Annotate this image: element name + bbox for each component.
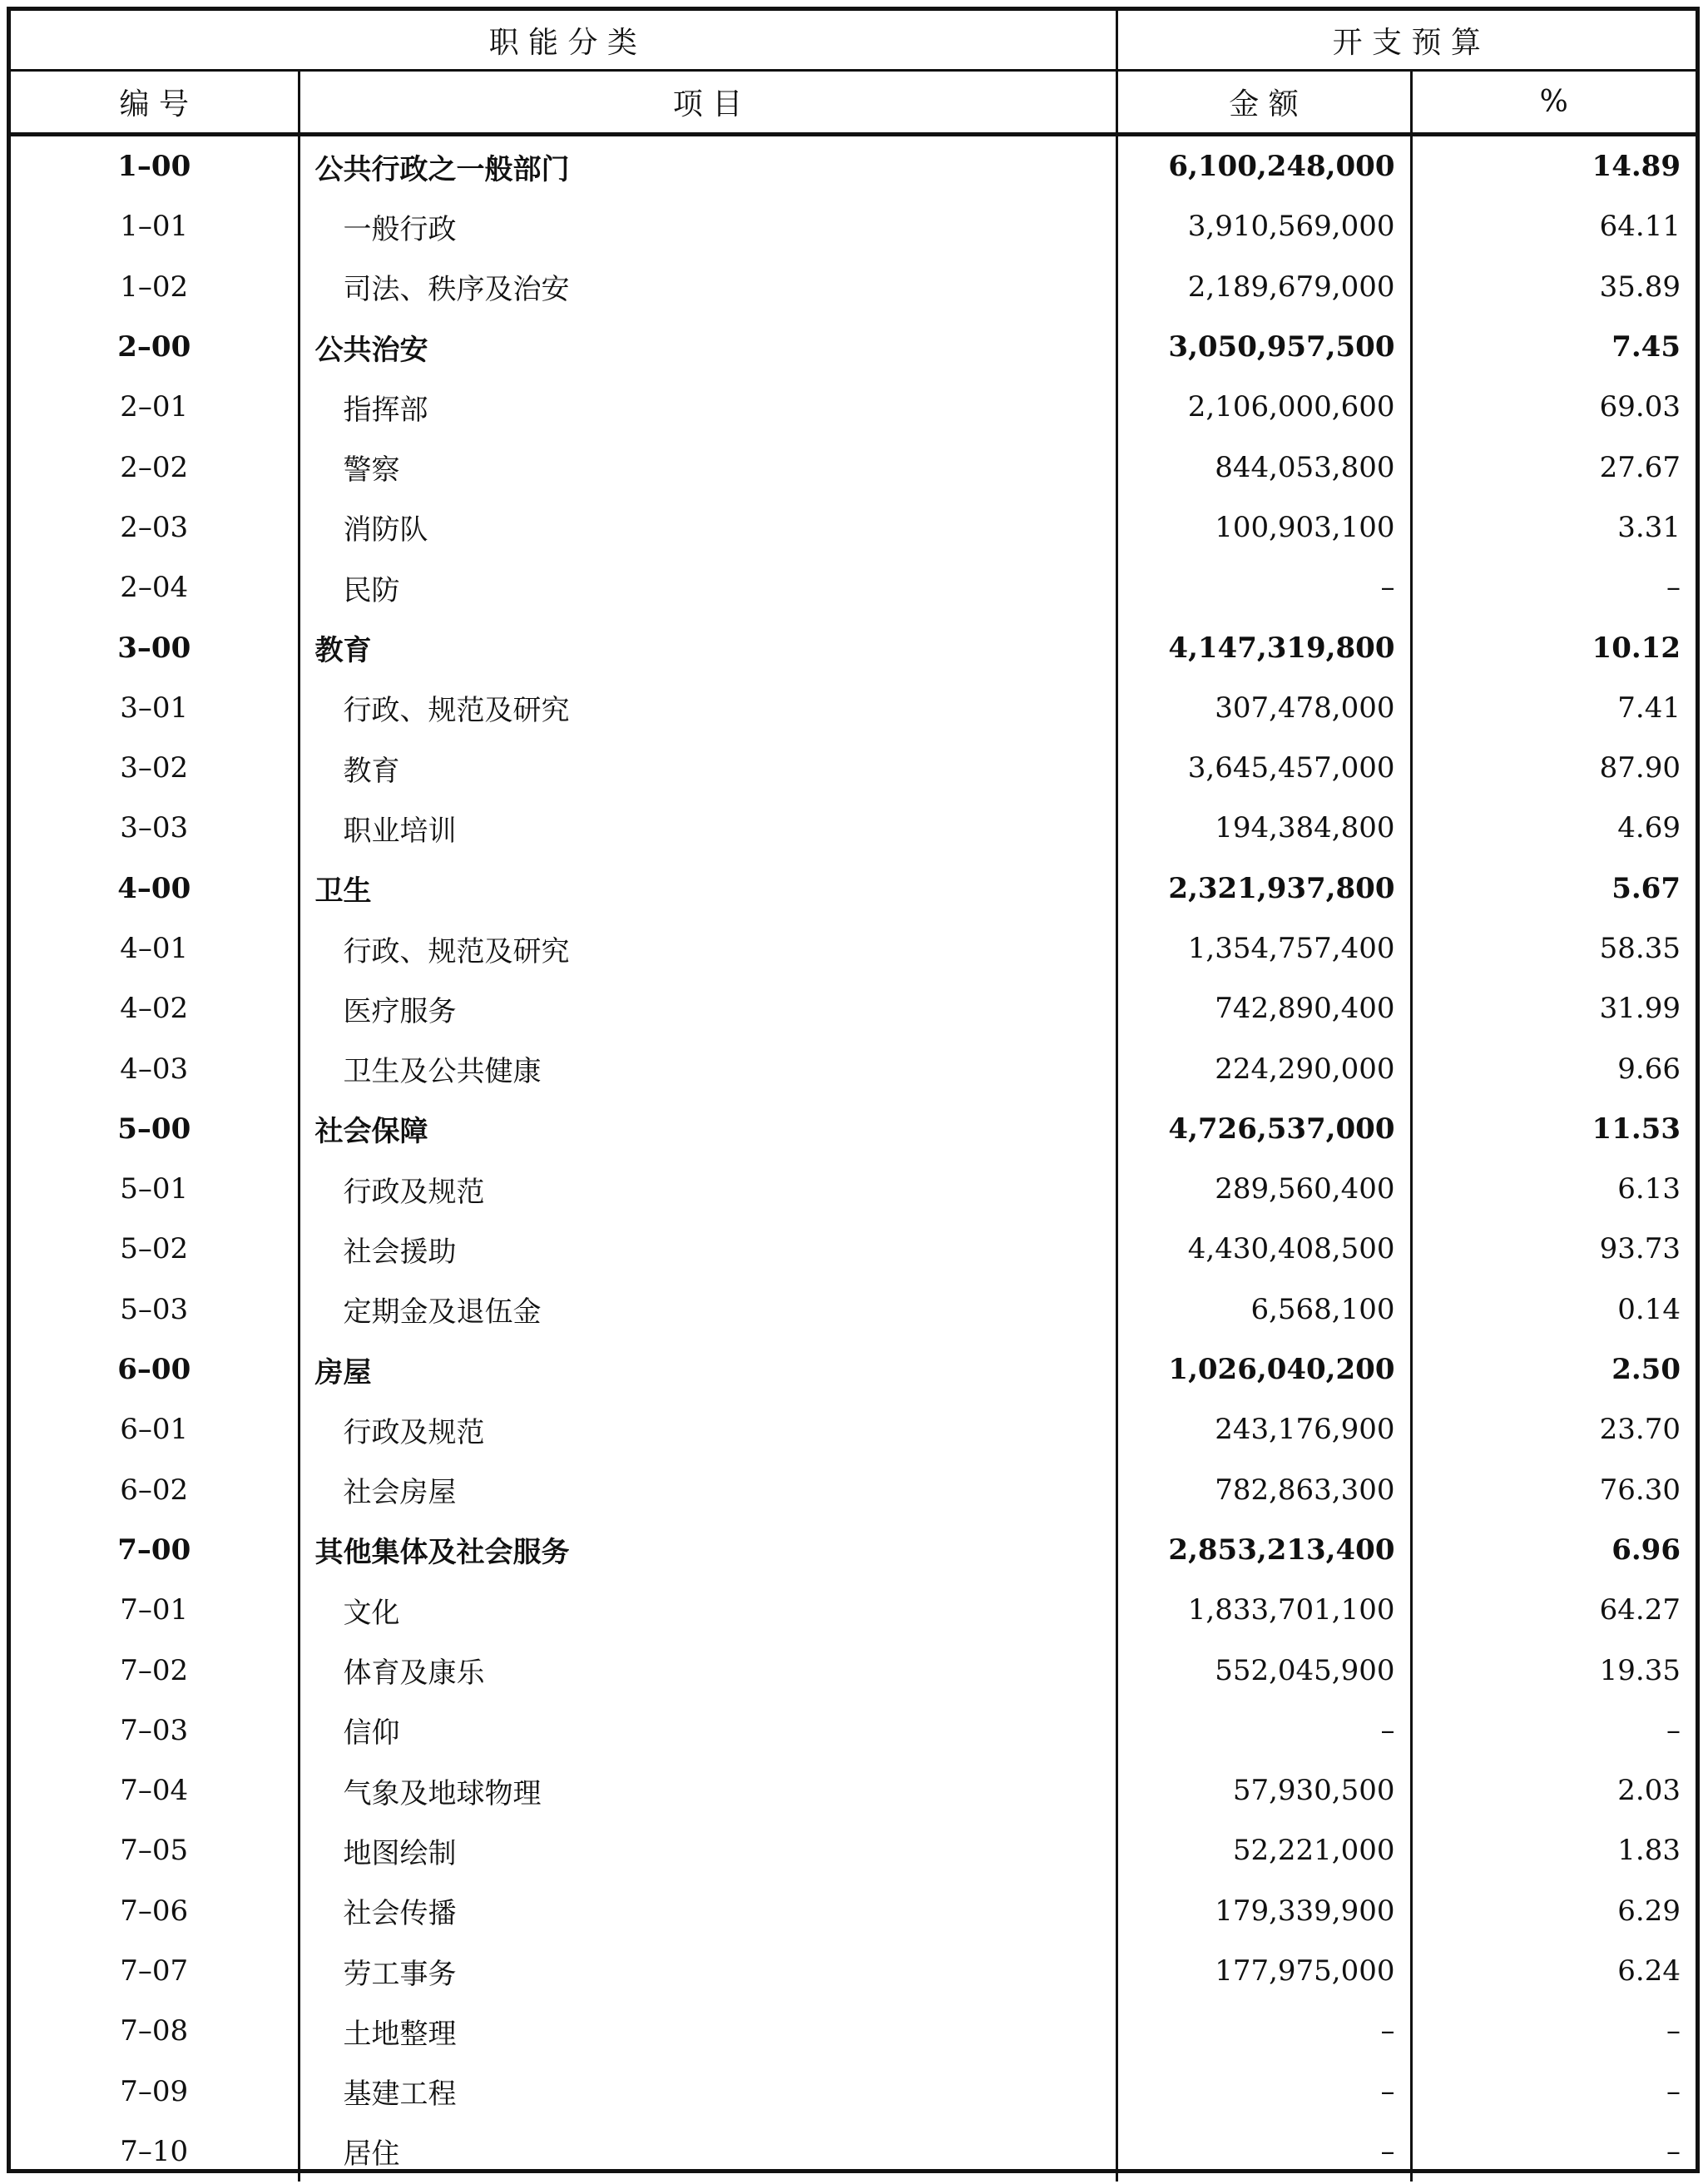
cell-percent: 93.73 [1599,1232,1681,1266]
cell-item: 司法、秩序及治安 [299,257,1116,317]
cell-item: 医疗服务 [299,978,1116,1038]
cell-amount: 3,645,457,000 [1116,738,1411,798]
table-row [11,1941,1696,2001]
cell-code: 4–01 [11,919,299,978]
table-row [11,557,1696,617]
cell-item: 地图绘制 [299,1820,1116,1880]
cell-item: 社会房屋 [299,1460,1116,1520]
cell-percent: 5.67 [1611,871,1681,905]
cell-percent: 19.35 [1599,1653,1681,1687]
cell-amount: 2,321,937,800 [1116,859,1411,919]
cell-percent: 0.14 [1617,1292,1681,1326]
cell-code: 6–01 [11,1399,299,1459]
cell-percent: 35.89 [1599,270,1681,304]
cell-code: 2–04 [11,557,299,617]
table-row [11,437,1696,497]
cell-amount: 307,478,000 [1116,678,1411,738]
table-row [11,978,1696,1038]
cell-code: 4–03 [11,1038,299,1098]
table-row [11,1580,1696,1640]
table-row [11,498,1696,557]
table-row [11,1399,1696,1459]
cell-code: 1–02 [11,257,299,317]
cell-item: 警察 [299,437,1116,497]
cell-item: 教育 [299,738,1116,798]
cell-percent: 6.96 [1611,1533,1681,1567]
cell-code: 3–00 [11,617,299,677]
table-row [11,2122,1696,2182]
cell-amount: – [1116,2001,1411,2061]
cell-item: 社会保障 [299,1099,1116,1159]
cell-percent: – [1666,2134,1681,2168]
cell-item: 公共行政之一般部门 [299,135,1116,197]
cell-item: 文化 [299,1580,1116,1640]
cell-item: 教育 [299,617,1116,677]
cell-code: 7–04 [11,1761,299,1820]
table-row [11,1640,1696,1700]
table-row [11,317,1696,377]
cell-amount: 1,026,040,200 [1116,1340,1411,1399]
cell-code: 5–01 [11,1159,299,1219]
table-row [11,2062,1696,2122]
cell-code: 6–00 [11,1340,299,1399]
cell-amount: 194,384,800 [1116,798,1411,858]
cell-percent: 3.31 [1617,510,1681,544]
cell-code: 3–03 [11,798,299,858]
cell-item: 一般行政 [299,196,1116,256]
cell-amount: 2,106,000,600 [1116,377,1411,437]
cell-code: 6–02 [11,1460,299,1520]
cell-item: 社会援助 [299,1219,1116,1279]
table-row [11,798,1696,858]
cell-percent: – [1666,571,1681,605]
cell-code: 7–10 [11,2122,299,2182]
table-row [11,257,1696,317]
cell-code: 4–00 [11,859,299,919]
table-header [11,11,1696,135]
cell-percent: 69.03 [1599,390,1681,424]
cell-item: 劳工事务 [299,1941,1116,2001]
cell-percent: 6.24 [1617,1954,1681,1988]
cell-percent: 2.03 [1617,1774,1681,1808]
cell-code: 2–03 [11,498,299,557]
cell-code: 4–02 [11,978,299,1038]
cell-amount: 3,910,569,000 [1116,196,1411,256]
cell-item: 指挥部 [299,377,1116,437]
cell-percent: 58.35 [1599,932,1681,965]
cell-item: 房屋 [299,1340,1116,1399]
table-row [11,1881,1696,1941]
cell-item: 行政、规范及研究 [299,678,1116,738]
cell-percent: 6.13 [1617,1172,1681,1206]
cell-item: 居住 [299,2122,1116,2182]
cell-amount: – [1116,1701,1411,1761]
cell-item: 行政、规范及研究 [299,919,1116,978]
cell-percent: – [1666,2014,1681,2048]
cell-code: 7–05 [11,1820,299,1880]
table-row [11,1460,1696,1520]
cell-code: 7–08 [11,2001,299,2061]
table-row [11,377,1696,437]
cell-code: 2–01 [11,377,299,437]
cell-code: 7–02 [11,1640,299,1700]
cell-percent: 9.66 [1617,1052,1681,1086]
cell-percent: 4.69 [1617,811,1681,845]
table-row [11,1761,1696,1820]
table-row [11,919,1696,978]
cell-item: 行政及规范 [299,1399,1116,1459]
cell-item: 气象及地球物理 [299,1761,1116,1820]
cell-code: 7–09 [11,2062,299,2122]
cell-amount: 4,147,319,800 [1116,617,1411,677]
cell-item: 卫生及公共健康 [299,1038,1116,1098]
cell-code: 5–03 [11,1280,299,1340]
table-row [11,1038,1696,1098]
cell-percent: 11.53 [1592,1112,1681,1146]
cell-item: 行政及规范 [299,1159,1116,1219]
table-row [11,1280,1696,1340]
table-row [11,617,1696,677]
cell-amount: – [1116,557,1411,617]
cell-amount: 3,050,957,500 [1116,317,1411,377]
cell-amount: 742,890,400 [1116,978,1411,1038]
cell-item: 公共治安 [299,317,1116,377]
cell-percent: 87.90 [1599,751,1681,785]
cell-code: 7–07 [11,1941,299,2001]
cell-code: 7–01 [11,1580,299,1640]
cell-code: 5–00 [11,1099,299,1159]
cell-item: 其他集体及社会服务 [299,1520,1116,1580]
table-body [11,135,1696,2182]
cell-amount: 2,189,679,000 [1116,257,1411,317]
cell-amount: 179,339,900 [1116,1881,1411,1941]
cell-code: 5–02 [11,1219,299,1279]
cell-percent: 27.67 [1599,450,1681,484]
cell-percent: 6.29 [1617,1894,1681,1928]
cell-item: 信仰 [299,1701,1116,1761]
cell-percent: 10.12 [1592,631,1681,665]
cell-amount: 177,975,000 [1116,1941,1411,2001]
header-item: 项 目 [299,71,1116,135]
cell-code: 2–00 [11,317,299,377]
table-row [11,1520,1696,1580]
cell-percent: 14.89 [1592,150,1681,184]
cell-item: 民防 [299,557,1116,617]
cell-code: 7–03 [11,1701,299,1761]
cell-percent: 7.45 [1611,330,1681,364]
table-row [11,1701,1696,1761]
cell-amount: 4,726,537,000 [1116,1099,1411,1159]
cell-amount: 289,560,400 [1116,1159,1411,1219]
table-row [11,678,1696,738]
cell-item: 职业培训 [299,798,1116,858]
cell-amount: 243,176,900 [1116,1399,1411,1459]
cell-percent: 2.50 [1611,1353,1681,1387]
table-row [11,1219,1696,1279]
header-code: 编 号 [11,71,299,135]
cell-amount: 224,290,000 [1116,1038,1411,1098]
cell-amount: 100,903,100 [1116,498,1411,557]
cell-percent: 64.27 [1599,1593,1681,1627]
cell-item: 定期金及退伍金 [299,1280,1116,1340]
cell-amount: 782,863,300 [1116,1460,1411,1520]
header-row-group [11,11,1696,71]
table-row [11,196,1696,256]
cell-amount: 1,833,701,100 [1116,1580,1411,1640]
cell-item: 体育及康乐 [299,1640,1116,1700]
cell-code: 1–01 [11,196,299,256]
cell-percent: 64.11 [1599,210,1681,244]
table-row [11,1820,1696,1880]
cell-code: 1–00 [11,135,299,197]
cell-percent: 76.30 [1599,1473,1681,1507]
cell-percent: – [1666,1713,1681,1747]
cell-amount: 6,568,100 [1116,1280,1411,1340]
header-amount: 金 额 [1116,71,1411,135]
cell-amount: 57,930,500 [1116,1761,1411,1820]
cell-item: 卫生 [299,859,1116,919]
cell-amount: 2,853,213,400 [1116,1520,1411,1580]
cell-code: 7–06 [11,1881,299,1941]
cell-amount: 6,100,248,000 [1116,135,1411,197]
table-row [11,859,1696,919]
cell-code: 3–01 [11,678,299,738]
header-expenditure-budget: 开 支 预 算 [1116,11,1696,71]
cell-item: 基建工程 [299,2062,1116,2122]
cell-item: 土地整理 [299,2001,1116,2061]
cell-item: 消防队 [299,498,1116,557]
table-row [11,2001,1696,2061]
cell-code: 7–00 [11,1520,299,1580]
table-row [11,1099,1696,1159]
cell-amount: 552,045,900 [1116,1640,1411,1700]
cell-amount: 1,354,757,400 [1116,919,1411,978]
header-row-columns [11,71,1696,135]
table-row [11,1340,1696,1399]
cell-percent: 23.70 [1599,1413,1681,1447]
table-row [11,738,1696,798]
cell-percent: 31.99 [1599,992,1681,1026]
table-row [11,1159,1696,1219]
header-functional-classification: 职 能 分 类 [11,11,1116,71]
cell-amount: 52,221,000 [1116,1820,1411,1880]
budget-table [11,11,1696,2182]
cell-percent: 1.83 [1617,1834,1681,1868]
cell-percent: – [1666,2074,1681,2108]
budget-table-frame [7,7,1700,2173]
cell-code: 2–02 [11,437,299,497]
cell-amount: 4,430,408,500 [1116,1219,1411,1279]
cell-percent: 7.41 [1617,691,1681,725]
table-row [11,135,1696,197]
header-percent: % [1411,71,1696,135]
cell-amount: – [1116,2122,1411,2182]
cell-code: 3–02 [11,738,299,798]
cell-amount: 844,053,800 [1116,437,1411,497]
cell-item: 社会传播 [299,1881,1116,1941]
cell-amount: – [1116,2062,1411,2122]
